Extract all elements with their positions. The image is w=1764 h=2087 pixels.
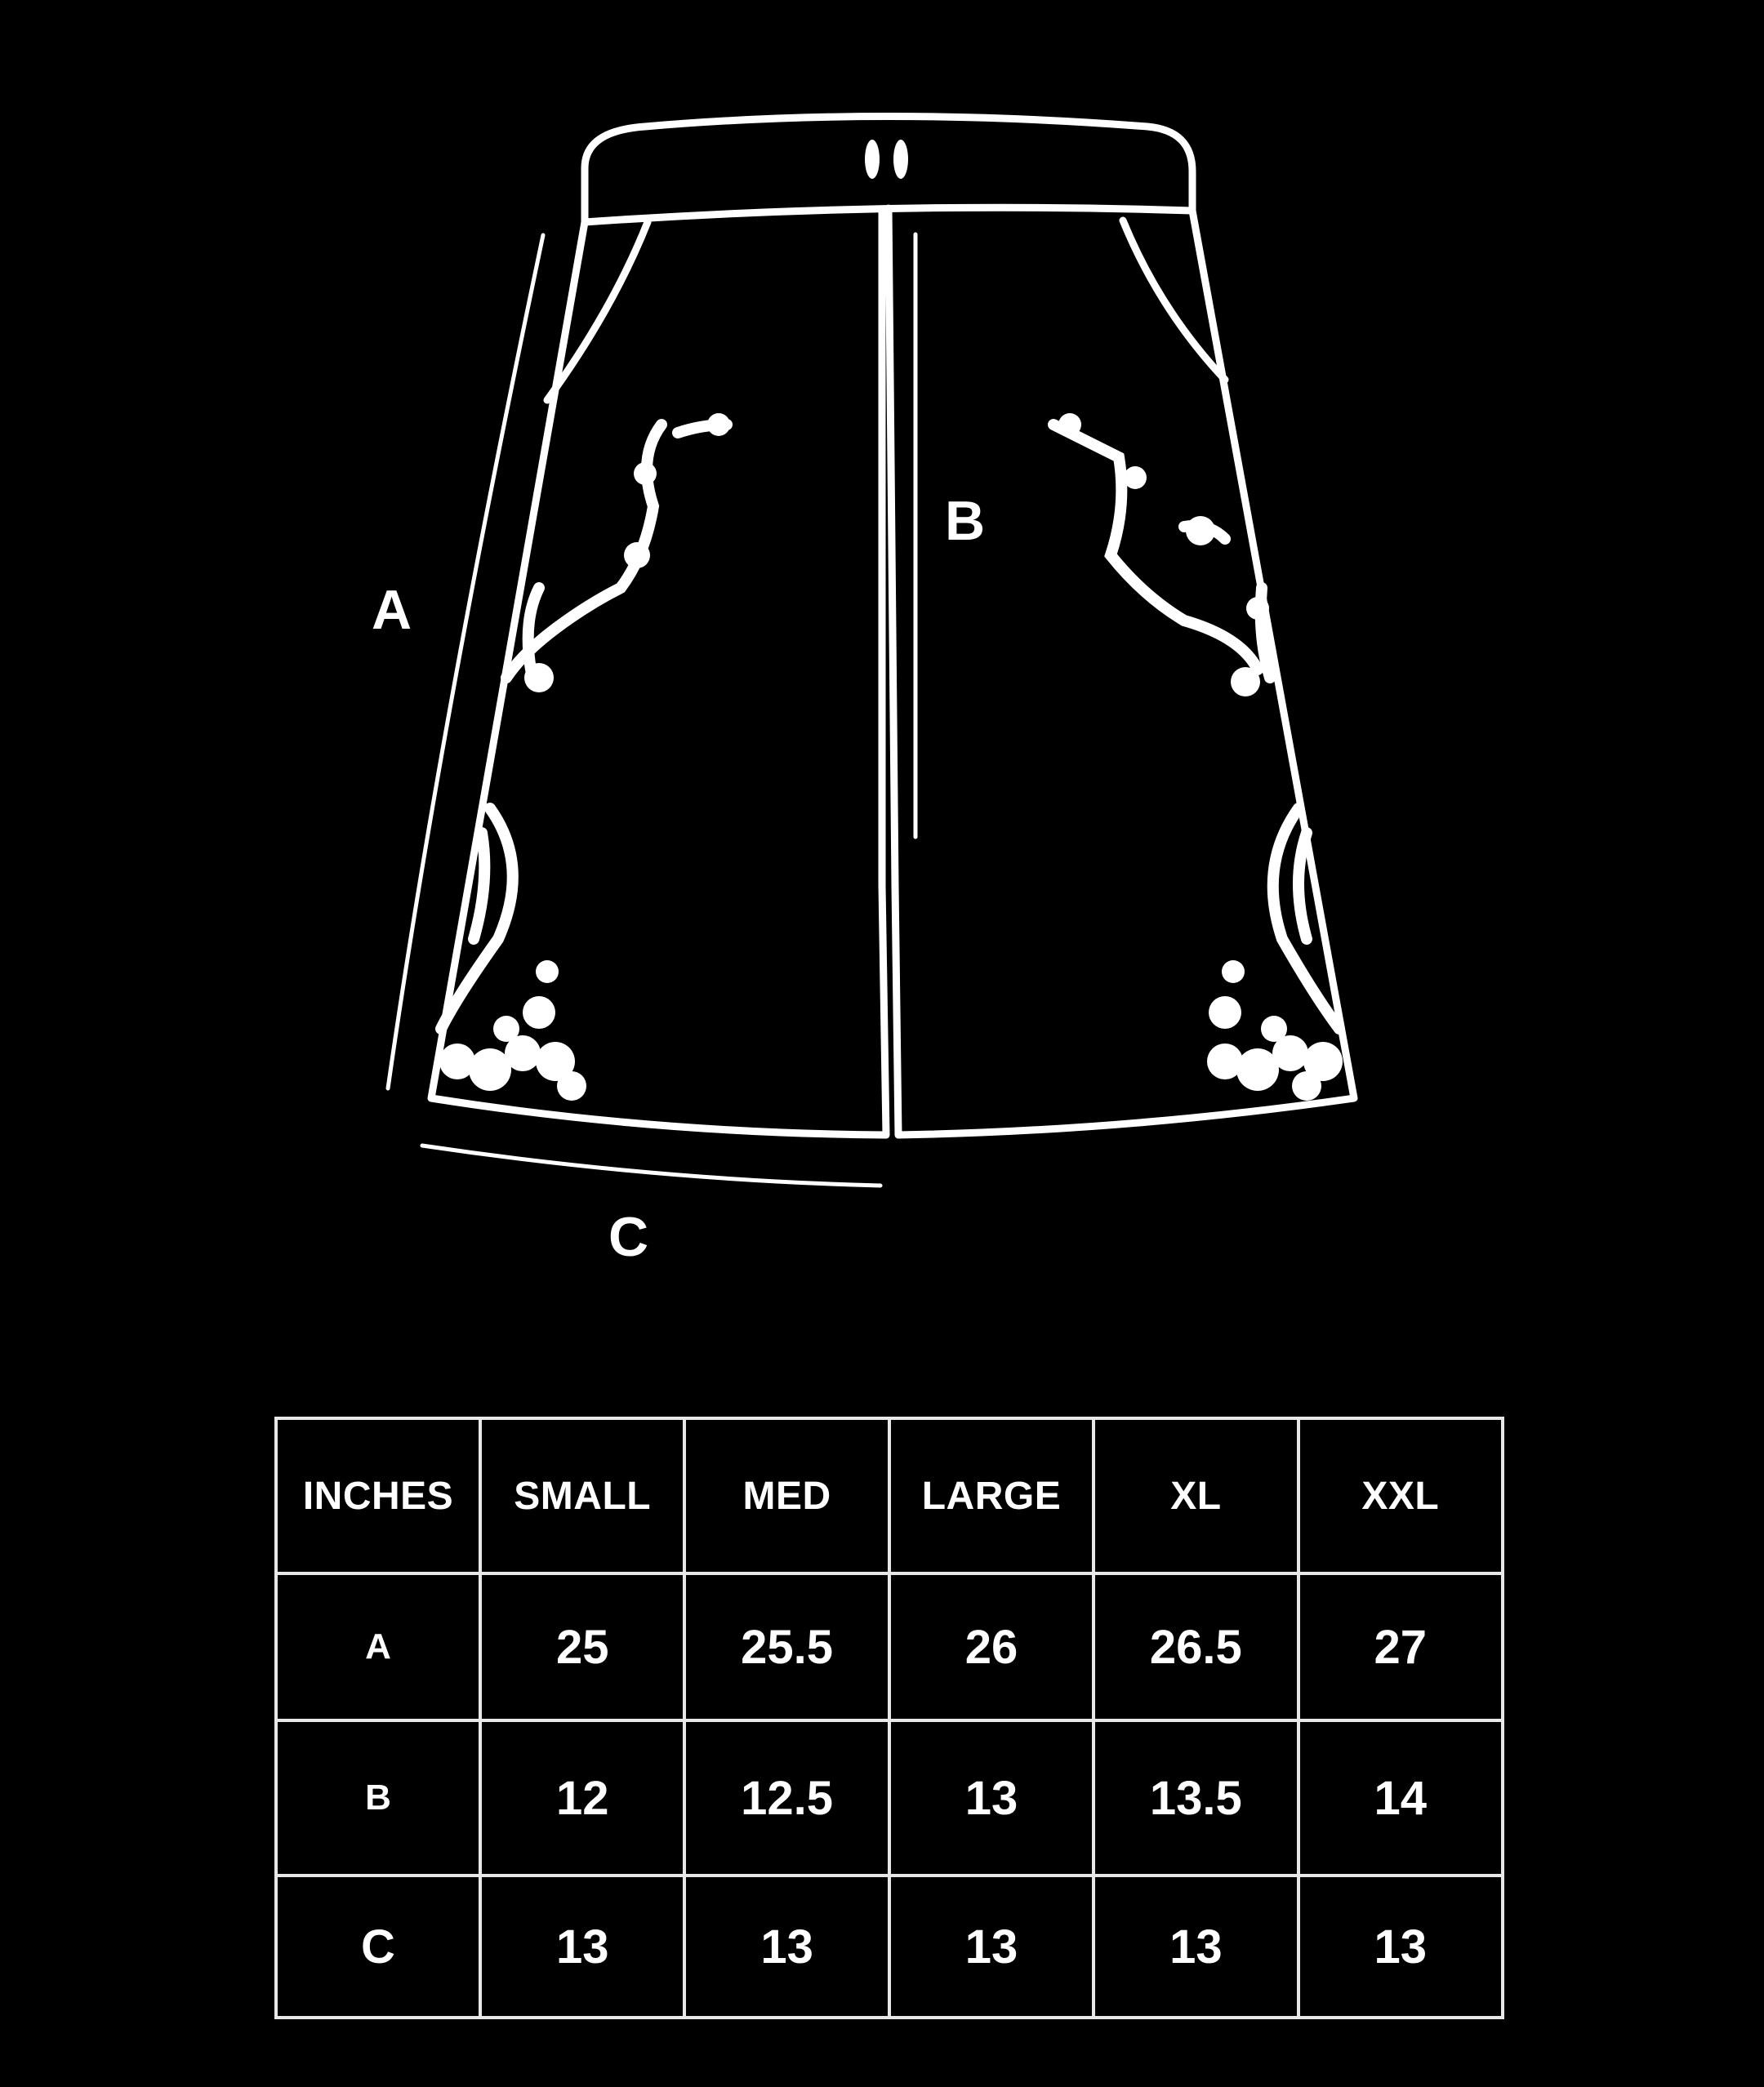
table-cell: 12 [480,1720,684,1876]
table-cell: 26 [889,1573,1094,1720]
table-cell: 27 [1298,1573,1503,1720]
table-cell: 13 [684,1876,889,2018]
snap-right [893,140,908,179]
table-cell: 25 [480,1573,684,1720]
table-cell: 25.5 [684,1573,889,1720]
row-label: B [276,1720,480,1876]
table-cell: 13 [889,1720,1094,1876]
size-chart-table [274,1417,1504,2019]
left-leg-outline [431,209,886,1135]
measurement-lines [388,234,915,1186]
table-row [276,1720,1503,1876]
row-label: A [276,1573,480,1720]
table-cell: 13.5 [1094,1720,1298,1876]
snap-left [865,140,880,179]
table-row [276,1876,1503,2018]
table-cell: 13 [889,1876,1094,2018]
header-med: MED [684,1418,889,1573]
header-large: LARGE [889,1418,1094,1573]
measure-label-a: A [372,579,412,641]
table-cell: 13 [1298,1876,1503,2018]
row-label: C [276,1876,480,2018]
table-cell: 26.5 [1094,1573,1298,1720]
table-cell: 13 [1094,1876,1298,2018]
left-pocket [547,222,648,400]
header-xxl: XXL [1298,1418,1503,1573]
table-cell: 14 [1298,1720,1503,1876]
measure-line-c [422,1146,880,1186]
header-xl: XL [1094,1418,1298,1573]
table-cell: 12.5 [684,1720,889,1876]
header-units: INCHES [276,1418,480,1573]
table-header-row [276,1418,1503,1573]
header-small: SMALL [480,1418,684,1573]
measure-label-c: C [608,1206,649,1268]
table-cell: 13 [480,1876,684,2018]
right-leg-outline [889,208,1354,1135]
measure-label-b: B [945,490,986,552]
table-row [276,1573,1503,1720]
